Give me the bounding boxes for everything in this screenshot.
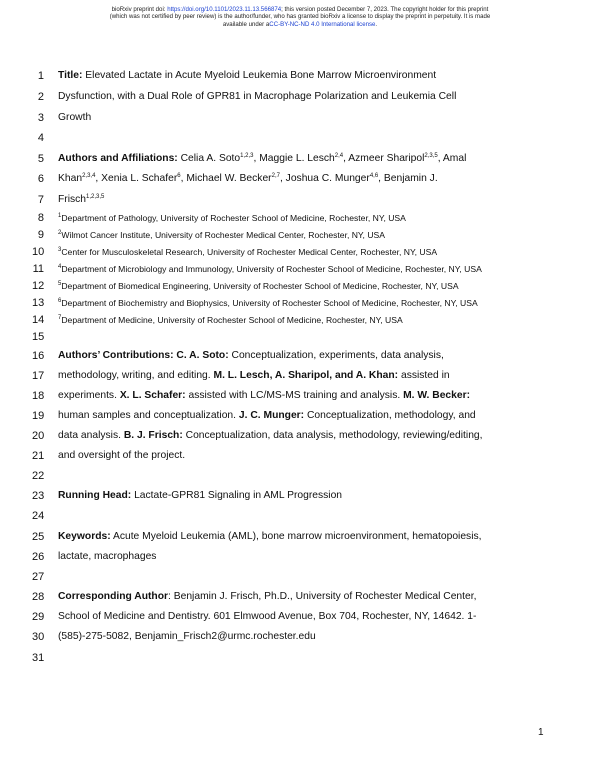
line-15 — [32, 329, 592, 345]
contributions-line: human samples and conceptualization. J. C. Munger: Conceptualization, methodology, and — [58, 410, 476, 421]
line-number: 19 — [32, 410, 45, 422]
corresponding-author-label: Corresponding Author — [58, 591, 169, 602]
line-number: 6 — [37, 173, 44, 185]
line-28 — [32, 589, 592, 605]
line-30 — [32, 629, 592, 645]
line-18 — [32, 388, 592, 404]
affiliation: $^2$Wilmot Cancer Institute, University of Rochester Medical Center, Rochester, NY, USA — [58, 230, 386, 240]
line-number: 14 — [32, 314, 45, 326]
line-number: 29 — [32, 611, 45, 623]
doi-link[interactable]: https://doi.org/10.1101/2023.11.13.566874 — [167, 6, 282, 13]
preprint-header — [0, 6, 600, 28]
line-7 — [32, 192, 592, 208]
contributions-line: experiments. X. L. Schafer: assisted with LC/MS-MS training and analysis. M. W. Becker: — [58, 390, 471, 401]
line-16 — [32, 348, 592, 364]
authors-line: Authors and Affiliations: Celia A. Soto$^{1,2,3}$, Maggie L. Lesch$^{2,4}$, Azmeer Sharipol$^{2,3,5}$, Amal — [58, 153, 467, 164]
page-number: 1 — [538, 727, 544, 738]
line-number: 17 — [32, 370, 45, 382]
line-23 — [32, 488, 592, 504]
line-number: 3 — [37, 112, 44, 124]
line-10 — [32, 244, 592, 260]
line-number: 27 — [32, 571, 45, 583]
affiliation: $^3$Center for Musculoskeletal Research, University of Rochester Medical Center, Rochester, NY, USA — [58, 247, 438, 257]
line-29 — [32, 609, 592, 625]
line-number: 9 — [37, 229, 44, 241]
line-number: 4 — [37, 132, 44, 144]
contributions-line: data analysis. B. J. Frisch: Conceptualization, data analysis, methodology, reviewing/editing, — [58, 430, 483, 441]
line-number: 26 — [32, 551, 45, 563]
header-line-3: available under aCC-BY-NC-ND 4.0 International license. — [222, 20, 378, 28]
line-number: 11 — [32, 263, 44, 275]
running-head-label: Running Head: — [58, 490, 132, 501]
contributions-line: methodology, writing, and editing. M. L. Lesch, A. Sharipol, and A. Khan: assisted in — [58, 370, 450, 381]
line-number: 21 — [32, 450, 45, 462]
line-1 — [32, 68, 592, 84]
authors-line: Frisch$^{1,2,3,5}$ — [58, 194, 105, 205]
line-number: 16 — [32, 350, 45, 362]
contributions-line: and oversight of the project. — [58, 450, 186, 461]
contributions-label: Authors’ Contributions: C. A. Soto: — [58, 350, 229, 361]
line-3 — [32, 110, 592, 126]
line-17 — [32, 368, 592, 384]
title-line: Dysfunction, with a Dual Role of GPR81 in Macrophage Polarization and Leukemia Cell — [58, 91, 457, 102]
line-number: 18 — [32, 390, 45, 402]
affiliation: $^4$Department of Microbiology and Immunology, University of Rochester School of Medicine, Rochester, NY, USA — [58, 264, 482, 274]
running-head: Running Head: Lactate-GPR81 Signaling in AML Progression — [58, 490, 343, 501]
line-8 — [32, 210, 592, 226]
line-number: 2 — [37, 91, 44, 103]
title-label: Title: — [58, 70, 83, 81]
line-number: 22 — [32, 470, 45, 482]
affiliation: $^7$Department of Medicine, University of Rochester School of Medicine, Rochester, NY, USA — [58, 315, 403, 325]
line-22 — [32, 468, 592, 484]
line-25 — [32, 529, 592, 545]
corresponding-author-line: (585)-275-5082, Benjamin_Frisch2@urmc.rochester.edu — [58, 631, 316, 642]
title-line: Title: Elevated Lactate in Acute Myeloid Leukemia Bone Marrow Microenvironment — [58, 70, 437, 81]
keywords-line: lactate, macrophages — [58, 551, 157, 562]
line-14 — [32, 312, 592, 328]
line-26 — [32, 549, 592, 565]
keywords-label: Keywords: — [58, 531, 111, 542]
line-number: 30 — [32, 631, 45, 643]
line-number: 1 — [37, 70, 44, 82]
line-19 — [32, 408, 592, 424]
line-20 — [32, 428, 592, 444]
line-number: 13 — [32, 297, 45, 309]
line-24 — [32, 508, 592, 524]
line-number: 5 — [37, 153, 44, 165]
line-27 — [32, 569, 592, 585]
line-number: 25 — [32, 531, 45, 543]
authors-label: Authors and Affiliations: — [58, 153, 178, 164]
line-9 — [32, 227, 592, 243]
line-11 — [32, 261, 592, 277]
line-31 — [32, 650, 592, 666]
affiliation: $^1$Department of Pathology, University of Rochester School of Medicine, Rochester, NY, USA — [58, 213, 406, 223]
line-number: 15 — [32, 331, 45, 343]
affiliation: $^5$Department of Biomedical Engineering, University of Rochester School of Medicine, Rochester, NY, USA — [58, 281, 459, 291]
line-number: 10 — [32, 246, 45, 258]
line-number: 12 — [32, 280, 45, 292]
line-number: 7 — [37, 194, 44, 206]
line-number: 24 — [32, 510, 45, 522]
corresponding-author-line: School of Medicine and Dentistry. 601 Elmwood Avenue, Box 704, Rochester, NY, 14642. 1- — [58, 611, 477, 622]
line-number: 28 — [32, 591, 45, 603]
license-link[interactable]: CC-BY-NC-ND 4.0 International license — [269, 20, 376, 28]
line-6 — [32, 171, 592, 187]
header-line-2: (which was not certified by peer review) is the author/funder, who has granted bioRxiv a license to display the preprint in perpetuity. It is made — [109, 13, 491, 21]
line-2 — [32, 89, 592, 105]
corresponding-author-line: Corresponding Author: Benjamin J. Frisch, Ph.D., University of Rochester Medical Center, — [58, 591, 477, 602]
title-line: Growth — [58, 112, 92, 123]
keywords-line: Keywords: Acute Myeloid Leukemia (AML), bone marrow microenvironment, hematopoiesis, — [58, 531, 482, 542]
contributions-line: Authors’ Contributions: C. A. Soto: Conceptualization, experiments, data analysis, — [58, 350, 444, 361]
header-line-1: bioRxiv preprint doi: https://doi.org/10.1101/2023.11.13.566874; this version posted December 7, 2023. The copyright holder for this preprint — [111, 6, 489, 13]
line-4 — [32, 130, 592, 146]
line-5 — [32, 151, 592, 167]
line-13 — [32, 295, 592, 311]
authors-line: Khan$^{2,3,4}$, Xenia L. Schafer$^6$, Michael W. Becker$^{2,7}$, Joshua C. Munger$^{4,6}$, Benjamin J. — [58, 173, 438, 184]
line-number: 20 — [32, 430, 45, 442]
line-number: 8 — [37, 212, 44, 224]
affiliation: $^6$Department of Biochemistry and Biophysics, University of Rochester School of Medicine, Rochester, NY, USA — [58, 298, 478, 308]
line-21 — [32, 448, 592, 464]
line-number: 23 — [32, 490, 45, 502]
line-number: 31 — [32, 652, 45, 664]
line-12 — [32, 278, 592, 294]
